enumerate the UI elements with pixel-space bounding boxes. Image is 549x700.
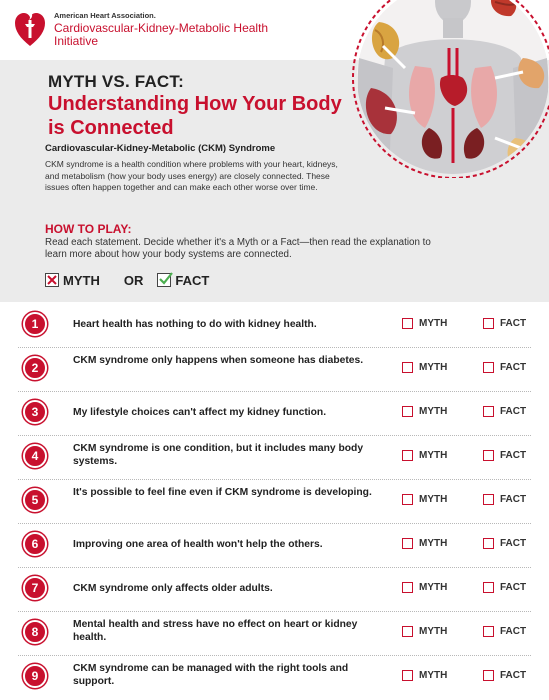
myth-option[interactable] xyxy=(402,582,447,593)
statement-text: Heart health has nothing to do with kidney health. xyxy=(73,319,317,330)
myth-checkbox[interactable] xyxy=(402,670,413,681)
statement-text: CKM syndrome only affects older adults. xyxy=(73,583,273,594)
statement-row xyxy=(0,348,549,392)
heart-torch-logo-icon xyxy=(14,8,46,48)
statement-number-badge: 8 xyxy=(23,620,47,644)
statement-number-badge: 6 xyxy=(23,532,47,556)
fact-checkbox[interactable] xyxy=(483,538,494,549)
fact-option-label: FACT xyxy=(500,450,527,461)
legend xyxy=(45,272,209,288)
statement-row xyxy=(0,480,549,524)
legend-fact-label: FACT xyxy=(175,272,210,288)
fact-option-label: FACT xyxy=(500,494,527,505)
statement-row xyxy=(0,656,549,700)
myth-option[interactable] xyxy=(402,670,447,681)
myth-option[interactable] xyxy=(402,318,447,329)
fact-checkbox[interactable] xyxy=(483,626,494,637)
myth-option-label: MYTH xyxy=(419,626,448,637)
myth-option-label: MYTH xyxy=(419,450,448,461)
statement-row xyxy=(0,436,549,480)
fact-option[interactable] xyxy=(483,450,526,461)
fact-option[interactable] xyxy=(483,318,526,329)
myth-option[interactable] xyxy=(402,450,447,461)
fact-option-label: FACT xyxy=(500,582,527,593)
fact-option-label: FACT xyxy=(500,538,527,549)
statement-row xyxy=(0,568,549,612)
how-to-play-text: Read each statement. Decide whether it's a Myth or a Fact—then read the explanation to learn more about how your body systems are connected. xyxy=(45,237,431,260)
statement-row xyxy=(0,612,549,656)
fact-option[interactable] xyxy=(483,494,526,505)
fact-option[interactable] xyxy=(483,406,526,417)
legend-or-label: OR xyxy=(123,272,144,288)
fact-checkbox[interactable] xyxy=(483,670,494,681)
statement-number-badge: 7 xyxy=(23,576,47,600)
statement-row xyxy=(0,392,549,436)
statement-row xyxy=(0,304,549,348)
myth-option[interactable] xyxy=(402,538,447,549)
initiative-name: Cardiovascular-Kidney-Metabolic Health Initiative xyxy=(54,21,269,48)
statement-number-badge: 5 xyxy=(23,488,47,512)
fact-checkbox[interactable] xyxy=(483,362,494,373)
statement-number-badge: 4 xyxy=(23,444,47,468)
myth-option-label: MYTH xyxy=(419,494,448,505)
myth-checkbox[interactable] xyxy=(402,626,413,637)
myth-option-label: MYTH xyxy=(419,582,448,593)
fact-checkbox[interactable] xyxy=(483,406,494,417)
fact-option[interactable] xyxy=(483,670,526,681)
organization-name: American Heart Association. xyxy=(54,11,156,20)
statement-text: Mental health and stress have no effect on heart or kidney health. xyxy=(73,619,358,643)
fact-option[interactable] xyxy=(483,538,526,549)
body-organs-illustration-icon xyxy=(345,0,549,178)
statement-row xyxy=(0,524,549,568)
page-subtitle: Cardiovascular-Kidney-Metabolic (CKM) Syndrome xyxy=(45,143,276,154)
myth-checkbox[interactable] xyxy=(402,362,413,373)
page-title: Understanding How Your Body is Connected xyxy=(48,93,342,139)
myth-option[interactable] xyxy=(402,626,447,637)
statement-text: My lifestyle choices can't affect my kidney function. xyxy=(73,407,327,418)
myth-checkbox[interactable] xyxy=(402,494,413,505)
fact-option[interactable] xyxy=(483,362,526,373)
fact-checkbox[interactable] xyxy=(483,494,494,505)
statement-text: CKM syndrome can be managed with the right tools and support. xyxy=(73,663,349,687)
myth-checkbox[interactable] xyxy=(402,450,413,461)
header-panel xyxy=(0,0,549,302)
myth-option[interactable] xyxy=(402,494,447,505)
check-mark-box-icon xyxy=(157,273,171,287)
statement-number-badge: 3 xyxy=(23,400,47,424)
statement-text: CKM syndrome is one condition, but it includes many body systems. xyxy=(73,443,364,467)
statement-number-badge: 1 xyxy=(23,312,47,336)
statement-text: It's possible to feel fine even if CKM syndrome is developing. xyxy=(73,487,372,498)
fact-checkbox[interactable] xyxy=(483,450,494,461)
how-to-play-heading: HOW TO PLAY: xyxy=(45,222,132,236)
statement-number-badge: 2 xyxy=(23,356,47,380)
myth-vs-fact-heading: MYTH VS. FACT: xyxy=(48,72,184,91)
legend-myth-label: MYTH xyxy=(63,272,100,288)
myth-option-label: MYTH xyxy=(419,406,448,417)
fact-option-label: FACT xyxy=(500,406,527,417)
statement-text: CKM syndrome only happens when someone has diabetes. xyxy=(73,355,364,366)
fact-option[interactable] xyxy=(483,626,526,637)
fact-option-label: FACT xyxy=(500,626,527,637)
fact-checkbox[interactable] xyxy=(483,582,494,593)
fact-checkbox[interactable] xyxy=(483,318,494,329)
statement-text: Improving one area of health won't help the others. xyxy=(73,539,323,550)
myth-option[interactable] xyxy=(402,362,447,373)
myth-option-label: MYTH xyxy=(419,362,448,373)
myth-option-label: MYTH xyxy=(419,538,448,549)
fact-option-label: FACT xyxy=(500,670,527,681)
myth-checkbox[interactable] xyxy=(402,406,413,417)
myth-option[interactable] xyxy=(402,406,447,417)
myth-option-label: MYTH xyxy=(419,670,448,681)
statement-number-badge: 9 xyxy=(23,664,47,688)
fact-option-label: FACT xyxy=(500,318,527,329)
myth-checkbox[interactable] xyxy=(402,318,413,329)
myth-checkbox[interactable] xyxy=(402,582,413,593)
fact-option[interactable] xyxy=(483,582,526,593)
x-mark-box-icon xyxy=(45,273,59,287)
myth-option-label: MYTH xyxy=(419,318,448,329)
myth-checkbox[interactable] xyxy=(402,538,413,549)
fact-option-label: FACT xyxy=(500,362,527,373)
intro-paragraph: CKM syndrome is a health condition where problems with your heart, kidneys, and metabolism (how your body uses energy) are closely connected. These issues often happen together and can make each other worse over time. xyxy=(45,159,338,192)
